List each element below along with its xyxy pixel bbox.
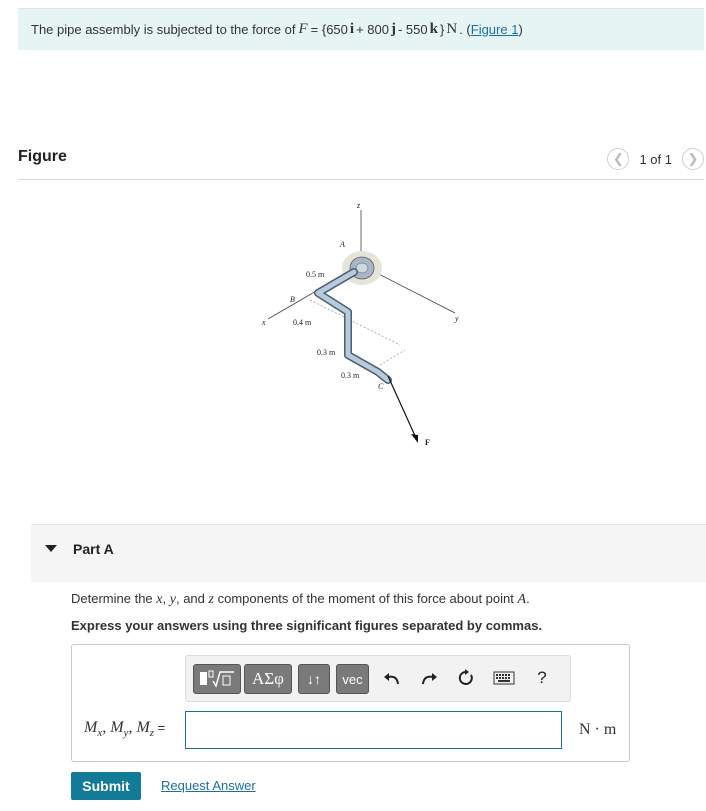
point-a-label: A <box>340 240 345 249</box>
request-answer-link[interactable]: Request Answer <box>161 778 256 793</box>
axis-y-label: y <box>455 314 459 323</box>
unit-vector-k: k <box>429 21 438 37</box>
problem-statement <box>18 8 704 50</box>
dim-0-3-label-1: 0.3 m <box>317 348 336 357</box>
unit-vector-j: j <box>390 21 396 37</box>
question-pre: Determine the <box>71 591 153 606</box>
unit-vector-i: i <box>349 21 355 37</box>
figure-link-paren-open: ( <box>466 22 471 37</box>
label-m2: , M <box>102 719 124 736</box>
point-c-label: C <box>378 382 384 391</box>
axis-z-label: z <box>357 201 361 210</box>
submit-button[interactable]: Submit <box>71 772 141 800</box>
force-k-value: - 550 <box>397 22 428 37</box>
answer-input[interactable] <box>185 711 562 749</box>
problem-text: The pipe assembly is subjected to the force of <box>31 22 296 37</box>
dim-0-4-label: 0.4 m <box>293 318 312 327</box>
pager-count: 1 of 1 <box>639 151 672 167</box>
point-b-label: B <box>290 295 295 304</box>
var-x: x <box>156 592 163 607</box>
label-sub-y: y <box>123 727 129 740</box>
greek-button[interactable]: ΑΣφ <box>244 664 292 694</box>
answer-label <box>84 719 165 739</box>
instruction-text: Express your answers using three significant figures separated by commas. <box>71 618 543 633</box>
help-button[interactable]: ? <box>537 668 547 687</box>
figure-link-paren-close: ) <box>518 22 523 37</box>
sort-button[interactable]: ↓↑ <box>298 664 330 694</box>
undo-icon[interactable] <box>380 666 404 690</box>
var-z: z <box>208 592 214 607</box>
label-sub-z: z <box>149 727 155 740</box>
label-m3: , M <box>128 719 150 736</box>
var-y: y <box>169 592 176 607</box>
force-close: } <box>439 22 445 37</box>
chevron-right-icon: ❯ <box>687 151 699 166</box>
comma-1: , <box>162 591 167 606</box>
vector-button[interactable]: vec <box>336 664 369 694</box>
part-title: Part A <box>73 541 114 557</box>
part-a-header[interactable] <box>31 524 706 582</box>
force-f-label: F <box>425 438 430 447</box>
force-unit: N <box>446 21 458 37</box>
force-j-value: + 800 <box>356 22 389 37</box>
question-post: components of the moment of this force about point <box>217 591 514 606</box>
fraction-sqrt-icon <box>197 669 237 689</box>
figure-header <box>18 146 704 180</box>
redo-icon[interactable] <box>417 666 441 690</box>
force-variable: F <box>298 21 308 37</box>
label-sub-x: x <box>97 727 103 740</box>
question-period: . <box>526 591 530 606</box>
force-eq-open: = {650 <box>310 22 348 37</box>
answer-box <box>71 644 630 762</box>
pipe-assembly-figure <box>240 190 480 460</box>
dim-0-3-label-2: 0.3 m <box>341 371 360 380</box>
keyboard-icon[interactable] <box>492 666 516 690</box>
templates-button[interactable] <box>193 664 241 694</box>
question-text <box>71 591 530 608</box>
caret-down-icon[interactable] <box>45 545 57 552</box>
math-toolbar <box>185 655 571 702</box>
figure-title: Figure <box>18 148 67 165</box>
axis-x-label: x <box>262 318 266 327</box>
figure-pager <box>607 148 704 170</box>
answer-unit: N · m <box>579 721 617 738</box>
label-equals: = <box>154 720 166 735</box>
comma-and: , and <box>175 591 205 606</box>
reset-icon[interactable] <box>454 666 478 690</box>
label-m1: M <box>84 719 98 736</box>
figure-link[interactable]: Figure 1 <box>470 22 519 37</box>
chevron-left-icon: ❮ <box>613 151 624 166</box>
point-a: A <box>517 592 527 607</box>
period: . <box>459 22 463 37</box>
next-figure-button[interactable] <box>682 148 704 170</box>
prev-figure-button[interactable] <box>607 148 629 170</box>
dim-0-5-label: 0.5 m <box>306 270 325 279</box>
